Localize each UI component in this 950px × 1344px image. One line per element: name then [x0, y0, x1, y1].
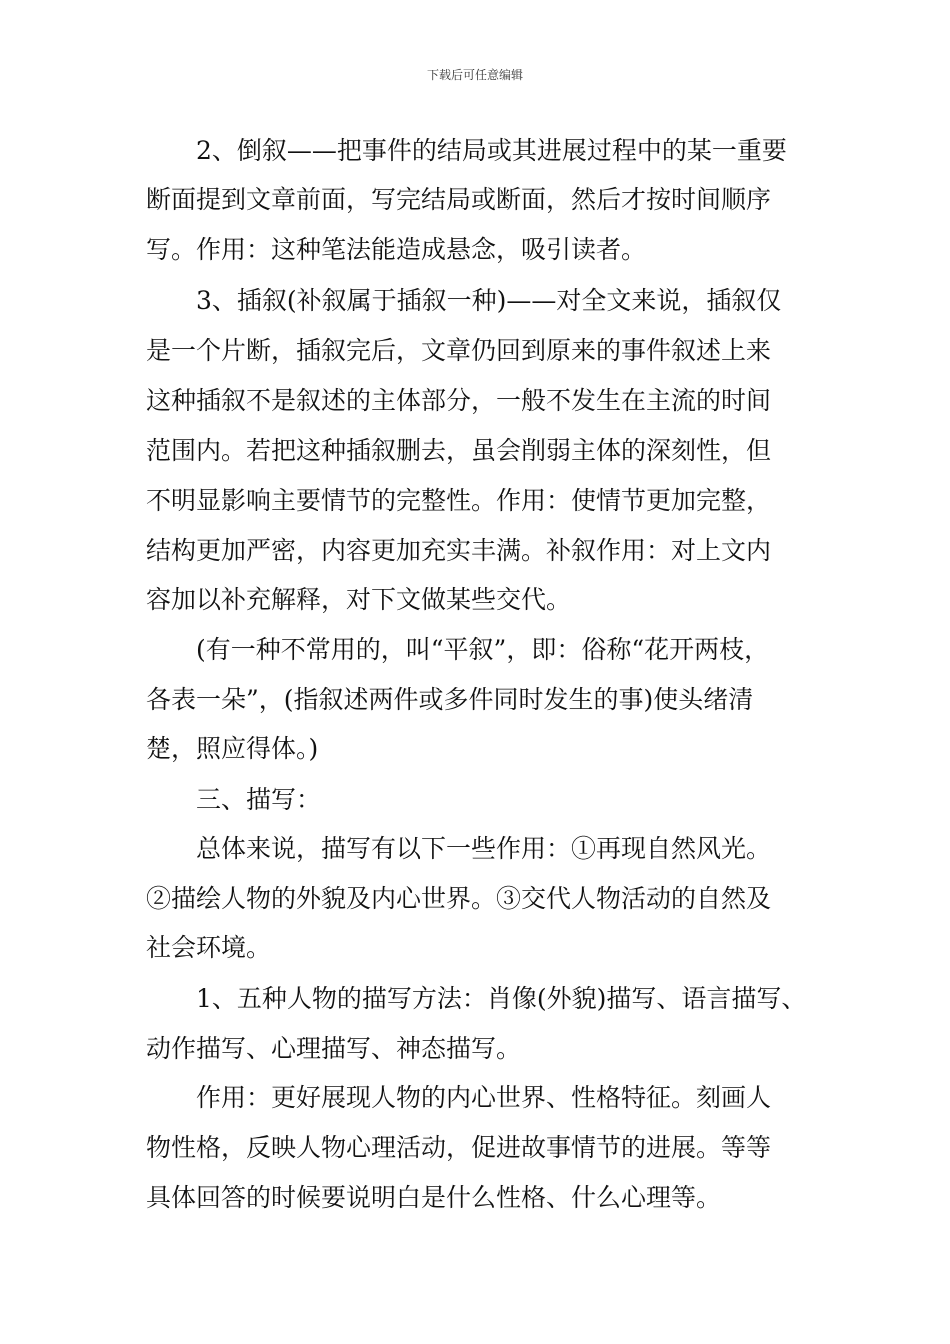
text-line: 写。作用：这种笔法能造成悬念，吸引读者。: [146, 235, 647, 264]
text-line: 断面提到文章前面，写完结局或断面，然后才按时间顺序: [146, 185, 772, 214]
text-line: 范围内。若把这种插叙删去，虽会削弱主体的深刻性，但: [146, 436, 772, 465]
text-line: 各表一朵”，(指叙述两件或多件同时发生的事)使头绪清: [146, 685, 754, 714]
text-line: 1、五种人物的描写方法：肖像(外貌)描写、语言描写、: [196, 984, 807, 1013]
text-line: 3、插叙(补叙属于插叙一种)——对全文来说，插叙仅: [196, 286, 782, 315]
text-line: 作用：更好展现人物的内心世界、性格特征。刻画人: [196, 1083, 772, 1112]
text-line: 具体回答的时候要说明白是什么性格、什么心理等。: [146, 1183, 722, 1212]
text-line: 结构更加严密，内容更加充实丰满。补叙作用：对上文内: [146, 536, 772, 565]
text-line: 不明显影响主要情节的完整性。作用：使情节更加完整，: [146, 486, 772, 515]
text-line: 楚，照应得体。): [146, 734, 319, 763]
text-line: 2、倒叙——把事件的结局或其进展过程中的某一重要: [196, 136, 787, 165]
text-line: 物性格，反映人物心理活动，促进故事情节的进展。等等: [146, 1133, 772, 1162]
text-line: 容加以补充解释，对下文做某些交代。: [146, 585, 572, 614]
text-line: 社会环境。: [146, 933, 272, 962]
page-header: 下载后可任意编辑: [426, 68, 523, 82]
text-line: 这种插叙不是叙述的主体部分，一般不发生在主流的时间: [146, 386, 772, 415]
text-line: (有一种不常用的，叫“平叙”，即：俗称“花开两枝，: [196, 635, 770, 664]
text-line: 是一个片断，插叙完后，文章仍回到原来的事件叙述上来: [146, 336, 772, 365]
text-line: 总体来说，描写有以下一些作用：①再现自然风光。: [196, 834, 772, 863]
text-line: ②描绘人物的外貌及内心世界。③交代人物活动的自然及: [146, 884, 772, 913]
section-heading: 三、描写：: [196, 785, 322, 814]
text-line: 动作描写、心理描写、神态描写。: [146, 1034, 522, 1063]
